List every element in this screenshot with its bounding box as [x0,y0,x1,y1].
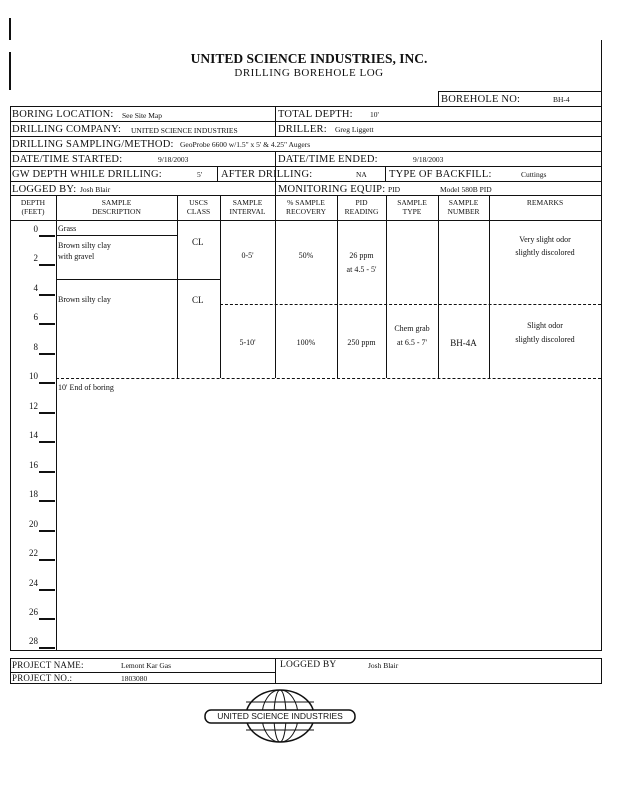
frame-top [10,106,602,107]
col-header-description [56,198,177,216]
depth-tick [39,353,55,355]
depth-label: 20 [29,519,38,529]
col-line [177,195,178,378]
depth-tick [39,618,55,620]
footer-logged-by-label: LOGGED BY [280,660,337,670]
depth-tick [39,264,55,266]
end-of-boring-dashed [56,378,601,379]
col-header-sample-number-line1: SAMPLE [448,198,479,207]
col-header-description-line1: SAMPLE [101,198,132,207]
grass-text: Grass [58,224,77,233]
uscs-2: CL [192,295,204,305]
depth-label: 12 [29,401,38,411]
depth-label: 0 [33,224,38,234]
col-line [275,195,276,378]
col-header-recovery-line1: % SAMPLE [287,198,325,207]
footer-left [10,658,11,683]
project-name-label: PROJECT NAME: [12,660,84,670]
backfill-value: Cuttings [521,170,547,179]
depth-tick [39,294,55,296]
grass-line [56,235,177,236]
footer-logged-by-value: Josh Blair [368,661,399,670]
project-name-value: Lemont Kar Gas [121,661,171,670]
info-divider [385,166,386,181]
depth-label: 22 [29,548,38,558]
depth-label: 4 [33,283,38,293]
drilling-company-label: DRILLING COMPANY: [12,124,122,135]
col-header-uscs [177,198,220,216]
footer-top [10,658,602,659]
total-depth-label: TOTAL DEPTH: [278,109,353,120]
depth-tick [39,235,55,237]
col-header-pid-line1: PID [355,198,368,207]
backfill-label: TYPE OF BACKFILL: [389,169,492,180]
depth-label: 18 [29,489,38,499]
col-line [386,195,387,378]
description-1-line1: Brown silty clay [58,241,111,250]
depth-label: 24 [29,578,38,588]
footer-divider [275,658,276,683]
layer-line [56,279,220,280]
depth-label: 2 [33,253,38,263]
col-header-remarks [489,198,601,207]
depth-label: 10 [29,371,38,381]
margin-mark [9,18,11,40]
pid-2: 250 ppm [347,338,376,347]
depth-tick [39,471,55,473]
col-header-sample-type [386,198,438,216]
row-line [10,151,602,152]
depth-label: 16 [29,460,38,470]
col-header-recovery [275,198,337,216]
description-2: Brown silty clay [58,295,111,304]
col-header-sample-number-line2: NUMBER [447,207,480,216]
col-header-sample-type-line2: TYPE [402,207,422,216]
frame-right-footer [601,658,602,683]
depth-tick [39,530,55,532]
borehole-box-top [438,91,602,92]
boring-location-label: BORING LOCATION: [12,109,114,120]
remarks-2-line1: Slight odor [527,321,563,330]
depth-label: 14 [29,430,38,440]
row-line [10,166,602,167]
depth-tick [39,323,55,325]
logo-text: UNITED SCIENCE INDUSTRIES [217,711,343,721]
depth-label: 28 [29,636,38,646]
monitoring-model: Model 580B PID [440,185,492,194]
row-line [10,136,602,137]
sampling-method-label: DRILLING SAMPLING/METHOD: [12,139,174,150]
interval-1: 0-5' [241,251,254,260]
col-line [220,195,221,378]
depth-label: 26 [29,607,38,617]
remarks-2-line2: slightly discolored [515,335,575,344]
depth-label: 6 [33,312,38,322]
monitoring-value: PID [388,185,401,194]
project-no-value: 1803080 [121,674,148,683]
sampling-method-value: GeoProbe 6600 w/1.5" x 5' & 4.25" Augers [180,140,311,149]
driller-label: DRILLER: [278,124,327,135]
depth-tick [39,500,55,502]
depth-tick [39,412,55,414]
company-logo [200,688,360,744]
recovery-2: 100% [296,338,316,347]
col-header-pid [337,198,386,216]
row-line [10,181,602,182]
project-no-label: PROJECT NO.: [12,673,73,683]
logged-by-label: LOGGED BY: [12,184,77,195]
driller-value: Greg Liggett [335,125,374,134]
date-started-label: DATE/TIME STARTED: [12,154,123,165]
after-drilling-label: AFTER DRILLING: [221,169,313,180]
borehole-label: BOREHOLE NO: [441,94,521,105]
header-bottom [10,220,602,221]
log-bottom [10,650,602,651]
date-started-value: 9/18/2003 [158,155,189,164]
description-1-line2: with gravel [58,252,95,261]
col-header-remarks-line1: REMARKS [526,198,564,207]
col-header-interval-line2: INTERVAL [229,207,266,216]
interval-divider-dashed [220,304,601,305]
pid-1-line1: 26 ppm [349,251,374,260]
col-header-uscs-line2: CLASS [186,207,211,216]
depth-tick [39,382,55,384]
depth-tick [39,559,55,561]
gw-depth-label: GW DEPTH WHILE DRILLING: [12,169,162,180]
col-header-sample-number [438,198,489,216]
uscs-1: CL [192,237,204,247]
col-header-pid-line2: READING [344,207,379,216]
interval-2: 5-10' [239,338,256,347]
col-line [337,195,338,378]
depth-label: 8 [33,342,38,352]
col-line [56,195,57,650]
total-depth-value: 10' [370,110,379,119]
col-header-sample-type-line1: SAMPLE [397,198,427,207]
after-drilling-value: NA [356,170,367,179]
depth-tick [39,441,55,443]
sample-type-2-line2: at 6.5 - 7' [397,338,427,347]
company-title: UNITED SCIENCE INDUSTRIES, INC. [190,51,428,66]
end-of-boring-text: 10' End of boring [58,383,114,392]
col-line [438,195,439,378]
info-divider [217,166,218,181]
sample-number-2: BH-4A [450,338,477,348]
col-header-description-line2: DESCRIPTION [92,207,141,216]
depth-tick [39,647,55,649]
remarks-1-line2: slightly discolored [515,248,575,257]
date-ended-value: 9/18/2003 [413,155,444,164]
remarks-1-line1: Very slight odor [519,235,571,244]
form-subtitle: DRILLING BOREHOLE LOG [234,67,384,79]
col-header-depth-line2: (FEET) [21,207,45,216]
col-header-uscs-line1: USCS [189,198,208,207]
col-header-depth-line1: DEPTH [20,198,46,207]
borehole-box-left [438,91,439,106]
borehole-value: BH-4 [553,95,570,104]
footer-bottom [10,683,602,684]
boring-location-value: See Site Map [122,111,162,120]
monitoring-label: MONITORING EQUIP: [278,184,386,195]
col-header-interval-line1: SAMPLE [232,198,263,207]
frame-right [601,40,602,650]
logged-by-value: Josh Blair [80,185,111,194]
depth-tick [39,589,55,591]
col-header-recovery-line2: RECOVERY [285,207,326,216]
sample-type-2-line1: Chem grab [394,324,430,333]
col-header-depth [10,198,56,216]
col-header-interval [220,198,275,216]
drilling-company-value: UNITED SCIENCE INDUSTRIES [131,126,238,135]
col-line [489,195,490,378]
gw-depth-value: 5' [197,170,203,179]
info-divider [275,106,276,136]
date-ended-label: DATE/TIME ENDED: [278,154,378,165]
row-line [10,121,602,122]
recovery-1: 50% [298,251,314,260]
pid-1-line2: at 4.5 - 5' [346,265,377,274]
